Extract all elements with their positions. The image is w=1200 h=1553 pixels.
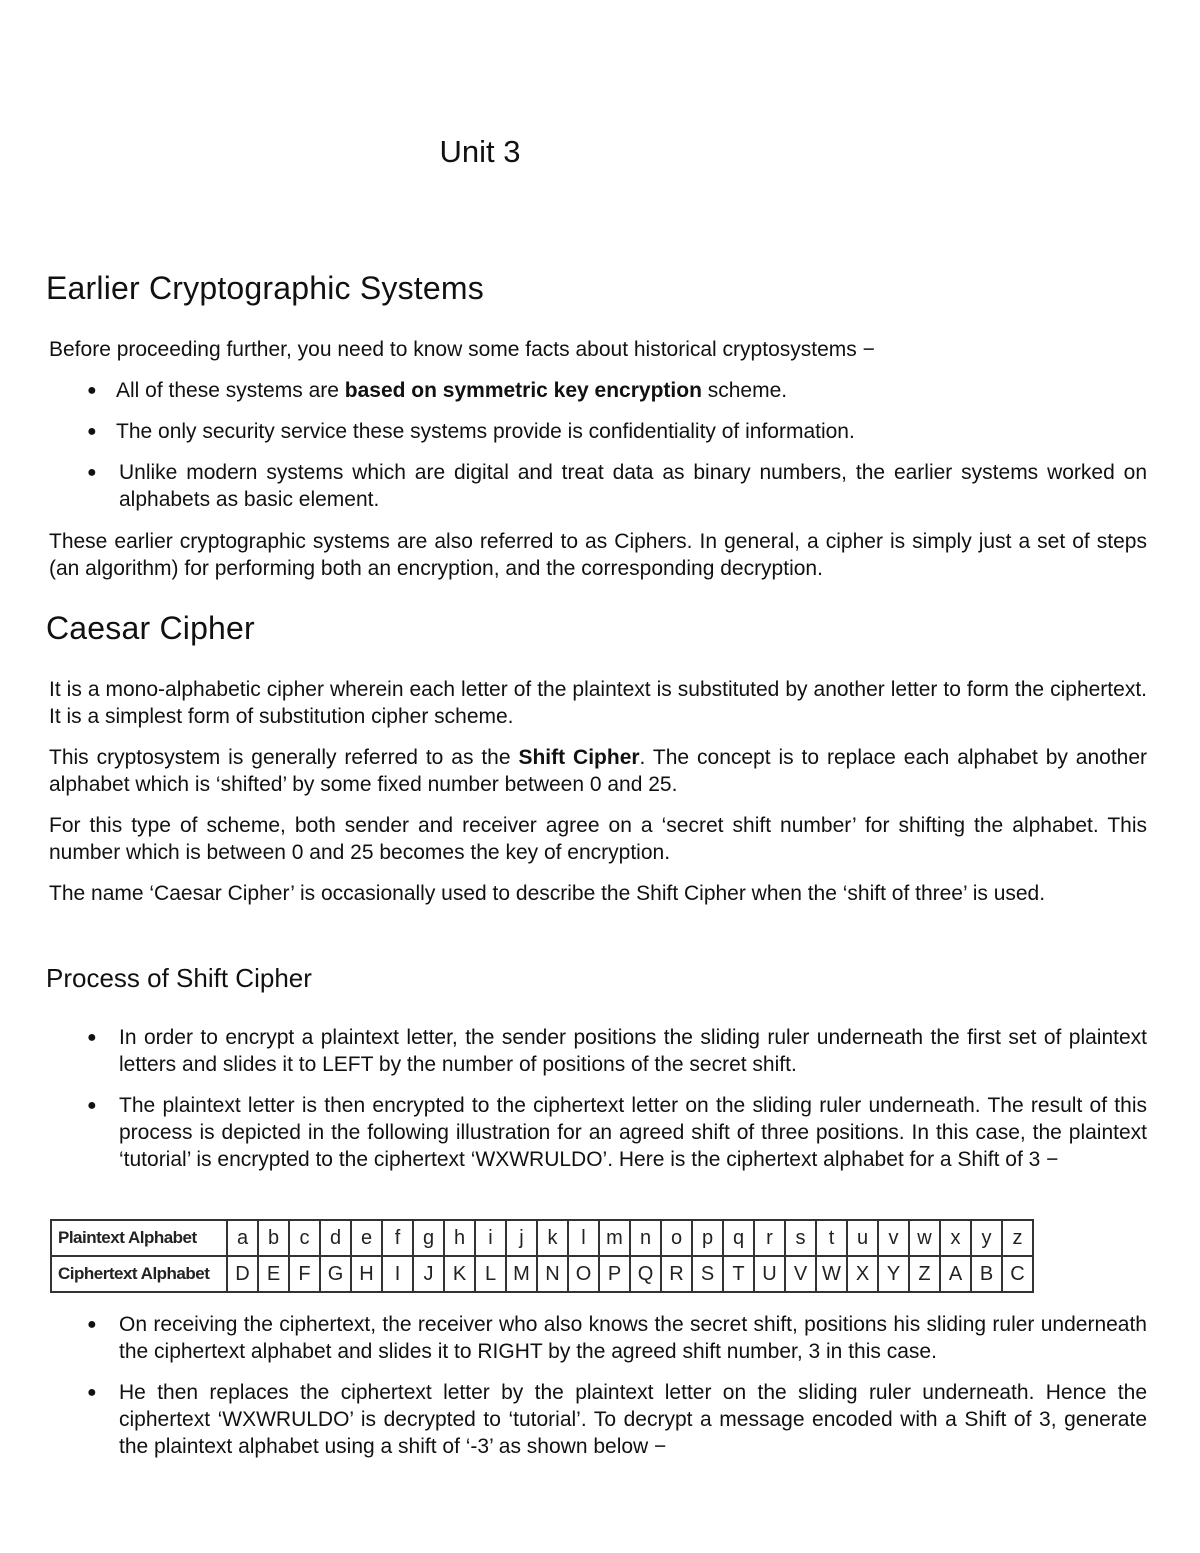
bullet-text: The plaintext letter is then encrypted to the ciphertext letter on the sliding ruler underneath. The result of this process is depicted in the following illustration for an agreed shift of three positions. In this case, the plaintext ‘tutorial’ is encrypted to the ciphertext ‘WXWRULDO’. Here is the ciphertext alphabet for a Shift of 3 − [119, 1094, 1147, 1171]
ciphertext-letter-cell: G [320, 1256, 351, 1292]
plaintext-letter-cell: e [351, 1220, 382, 1256]
plaintext-letter-cell: i [475, 1220, 506, 1256]
plaintext-letter-cell: q [723, 1220, 754, 1256]
plaintext-alphabet-row [51, 1220, 1033, 1256]
list-item [0, 418, 1147, 445]
ciphertext-letter-cell: X [847, 1256, 878, 1292]
bullet-icon: ● [87, 382, 97, 399]
ciphertext-letter-cell: Y [878, 1256, 909, 1292]
process-bullet-list-a [0, 1024, 1200, 1173]
paragraph-bold-text: Shift Cipher [518, 746, 640, 769]
ciphertext-letter-cell: E [258, 1256, 289, 1292]
ciphertext-letter-cell: R [661, 1256, 692, 1292]
list-item [0, 377, 1147, 404]
ciphertext-letter-cell: Q [630, 1256, 661, 1292]
bullet-icon: ● [87, 1316, 97, 1333]
bullet-text: scheme. [701, 379, 788, 402]
plaintext-letter-cell: k [537, 1220, 568, 1256]
paragraph-text: This cryptosystem is generally referred to as the [49, 746, 519, 769]
list-item [0, 1311, 1147, 1365]
shift-cipher-alphabet-table [50, 1219, 1034, 1293]
bullet-text: He then replaces the ciphertext letter by the plaintext letter on the sliding ruler underneath. Hence the ciphertext ‘WXWRULDO’ is decrypted to ‘tutorial’. To decrypt a message encoded with a Shift of 3, generate the plaintext alphabet using a shift of ‘-3’ as shown below − [119, 1381, 1147, 1458]
plaintext-letter-cell: o [661, 1220, 692, 1256]
ciphertext-letter-cell: B [971, 1256, 1002, 1292]
bullet-icon: ● [87, 423, 97, 440]
bullet-text: In order to encrypt a plaintext letter, the sender positions the sliding ruler underneath the first set of plaintext letters and slides it to LEFT by the number of positions of the secret shift. [119, 1026, 1147, 1076]
plaintext-letter-cell: r [754, 1220, 785, 1256]
intro-paragraph: Before proceeding further, you need to know some facts about historical cryptosystems − [49, 338, 875, 361]
ciphertext-letter-cell: T [723, 1256, 754, 1292]
plaintext-letter-cell: n [630, 1220, 661, 1256]
list-item [0, 1379, 1147, 1460]
plaintext-letter-cell: z [1002, 1220, 1033, 1256]
plaintext-letter-cell: y [971, 1220, 1002, 1256]
list-item [0, 459, 1147, 513]
ciphertext-letter-cell: F [289, 1256, 320, 1292]
plaintext-letter-cell: a [227, 1220, 258, 1256]
bullet-text: On receiving the ciphertext, the receiver who also knows the secret shift, positions his sliding ruler underneath the ciphertext alphabet and slides it to RIGHT by the agreed shift number, 3 in this case. [119, 1313, 1147, 1363]
plaintext-letter-cell: g [413, 1220, 444, 1256]
bullet-icon: ● [87, 1097, 97, 1114]
plaintext-letter-cell: p [692, 1220, 723, 1256]
ciphertext-letter-cell: M [506, 1256, 537, 1292]
ciphertext-letter-cell: Z [909, 1256, 940, 1292]
ciphertext-letter-cell: A [940, 1256, 971, 1292]
ciphertext-letter-cell: J [413, 1256, 444, 1292]
bullet-icon: ● [87, 464, 97, 481]
ciphertext-letter-cell: W [816, 1256, 847, 1292]
plaintext-letter-cell: f [382, 1220, 413, 1256]
caesar-paragraph-1: It is a mono-alphabetic cipher wherein each letter of the plaintext is substituted by another letter to form the ciphertext. It is a simplest form of substitution cipher scheme. [49, 678, 1147, 728]
section-heading-process-of-shift-cipher: Process of Shift Cipher [46, 963, 312, 993]
plaintext-letter-cell: t [816, 1220, 847, 1256]
plaintext-letter-cell: c [289, 1220, 320, 1256]
plaintext-letter-cell: j [506, 1220, 537, 1256]
section-heading-caesar-cipher: Caesar Cipher [46, 610, 255, 646]
bullet-bold-text: based on symmetric key encryption [344, 379, 702, 402]
bullet-icon: ● [87, 1384, 97, 1401]
ciphertext-letter-cell: P [599, 1256, 630, 1292]
paragraph-text: . The concept is to replace each alphabet by another alphabet which is ‘shifted’ by some fixed number between 0 and 25. [49, 746, 1148, 796]
process-bullet-list-b [0, 1311, 1200, 1460]
plaintext-letter-cell: w [909, 1220, 940, 1256]
bullet-text: The only security service these systems provide is confidentiality of information. [116, 420, 855, 443]
ciphertext-letter-cell: K [444, 1256, 475, 1292]
section-heading-earlier-cryptographic-systems: Earlier Cryptographic Systems [46, 270, 484, 306]
caesar-paragraph-4: The name ‘Caesar Cipher’ is occasionally used to describe the Shift Cipher when the ‘shift of three’ is used. [49, 882, 1046, 905]
ciphertext-letter-cell: V [785, 1256, 816, 1292]
ciphertext-letter-cell: C [1002, 1256, 1033, 1292]
bullet-text: All of these systems are [116, 379, 345, 402]
ciphertext-letter-cell: O [568, 1256, 599, 1292]
plaintext-letter-cell: l [568, 1220, 599, 1256]
ciphertext-letter-cell: N [537, 1256, 568, 1292]
ciphertext-alphabet-label: Ciphertext Alphabet [51, 1256, 227, 1292]
ciphertext-letter-cell: U [754, 1256, 785, 1292]
plaintext-alphabet-label: Plaintext Alphabet [51, 1220, 227, 1256]
list-item [0, 1024, 1147, 1078]
ciphertext-letter-cell: L [475, 1256, 506, 1292]
plaintext-letter-cell: s [785, 1220, 816, 1256]
ciphertext-letter-cell: I [382, 1256, 413, 1292]
facts-bullet-list [0, 377, 1200, 513]
plaintext-letter-cell: h [444, 1220, 475, 1256]
plaintext-letter-cell: v [878, 1220, 909, 1256]
caesar-paragraph-3: For this type of scheme, both sender and receiver agree on a ‘secret shift number’ for shifting the alphabet. This number which is between 0 and 25 becomes the key of encryption. [49, 814, 1147, 864]
ciphertext-alphabet-row [51, 1256, 1033, 1292]
ciphers-paragraph: These earlier cryptographic systems are also referred to as Ciphers. In general, a cipher is simply just a set of steps (an algorithm) for performing both an encryption, and the corresponding decryption. [49, 530, 1147, 580]
plaintext-letter-cell: b [258, 1220, 289, 1256]
plaintext-letter-cell: x [940, 1220, 971, 1256]
ciphertext-letter-cell: S [692, 1256, 723, 1292]
caesar-paragraph-2 [49, 744, 1147, 798]
plaintext-letter-cell: m [599, 1220, 630, 1256]
plaintext-letter-cell: d [320, 1220, 351, 1256]
bullet-text: Unlike modern systems which are digital and treat data as binary numbers, the earlier systems worked on alphabets as basic element. [119, 461, 1147, 511]
plaintext-letter-cell: u [847, 1220, 878, 1256]
list-item [0, 1092, 1147, 1173]
ciphertext-letter-cell: D [227, 1256, 258, 1292]
unit-title: Unit 3 [439, 134, 521, 169]
bullet-icon: ● [87, 1029, 97, 1046]
ciphertext-letter-cell: H [351, 1256, 382, 1292]
